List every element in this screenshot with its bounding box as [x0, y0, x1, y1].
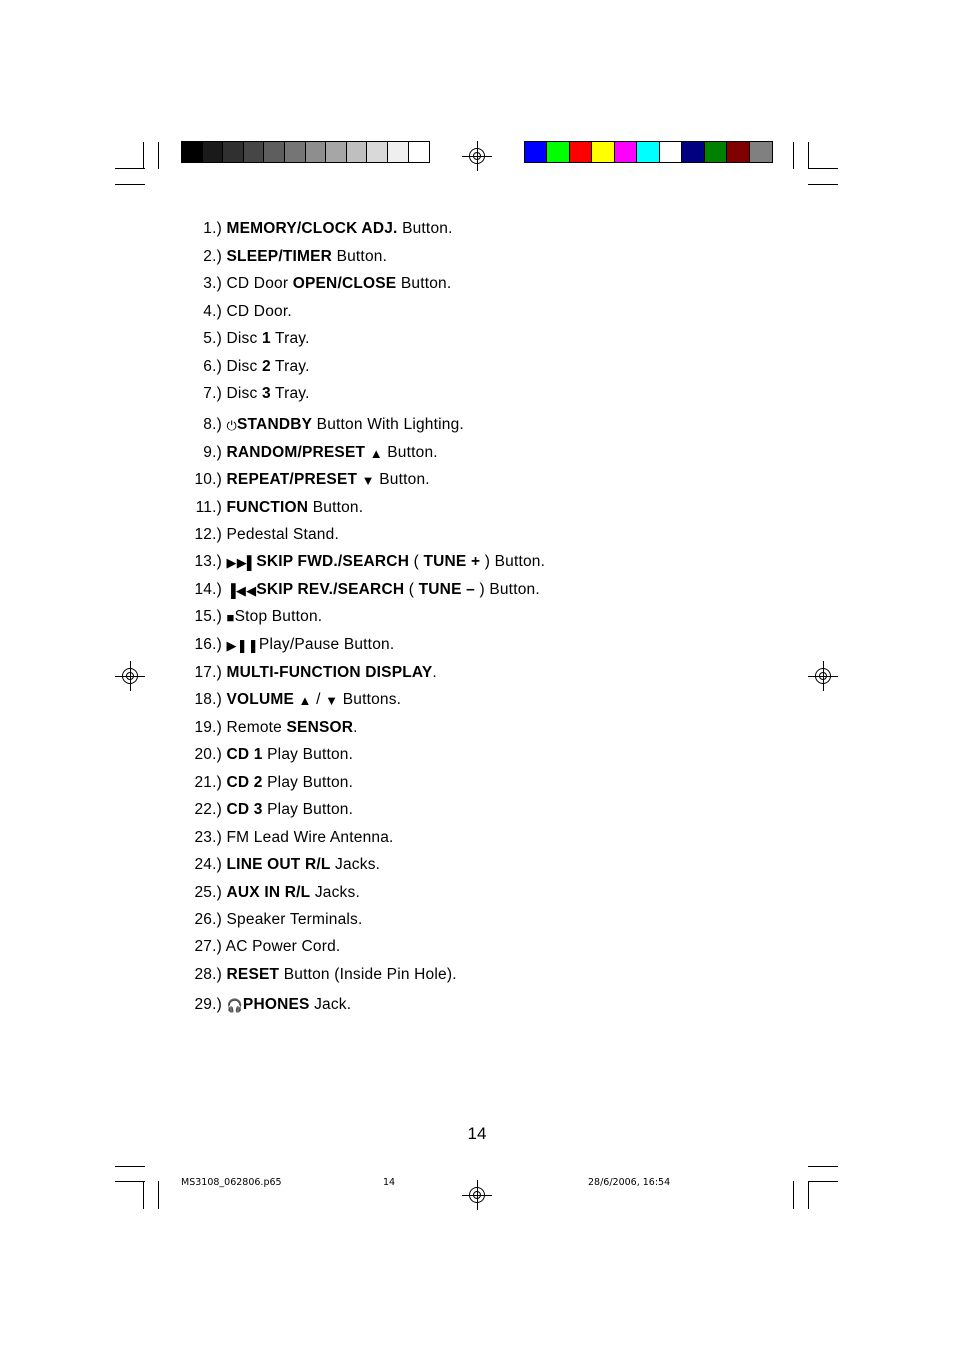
list-item [150, 217, 790, 241]
item-text: ) Button. [474, 581, 540, 598]
item-text: FM Lead Wire Antenna. [226, 829, 394, 846]
item-number: 19.) [194, 719, 222, 736]
item-text: Stop Button. [234, 608, 323, 625]
crop-mark [808, 1181, 809, 1209]
item-text: PHONES [242, 996, 310, 1013]
color-swatch [203, 142, 224, 162]
item-text: AUX IN R/L [226, 884, 311, 901]
list-item [150, 716, 790, 740]
page-number: 14 [467, 1124, 487, 1143]
item-text: Button. [332, 248, 388, 265]
crop-mark [115, 168, 145, 169]
item-number: 20.) [194, 746, 222, 763]
item-text: TUNE + [423, 553, 481, 570]
list-item [150, 468, 790, 492]
list-item [150, 578, 790, 602]
item-number: 12.) [194, 526, 222, 543]
power-icon: ⏻ [226, 418, 237, 433]
item-text: OPEN/CLOSE [292, 275, 397, 292]
item-text: Button. [397, 220, 453, 237]
crop-mark [793, 142, 794, 169]
crop-mark [158, 142, 159, 169]
crop-mark [115, 1181, 145, 1182]
list-item [150, 413, 790, 437]
color-swatch [285, 142, 306, 162]
color-swatch [264, 142, 285, 162]
list-item [150, 853, 790, 877]
item-number: 22.) [194, 801, 222, 818]
color-swatch [592, 142, 614, 162]
color-swatch [388, 142, 409, 162]
list-item [150, 272, 790, 296]
item-text: AC Power Cord. [225, 938, 341, 955]
item-number: 21.) [194, 774, 222, 791]
item-text: CD 3 [226, 801, 263, 818]
crop-mark [808, 142, 809, 169]
crop-mark [808, 184, 838, 185]
color-swatch [682, 142, 704, 162]
item-number: 9.) [203, 444, 222, 461]
item-number: 28.) [194, 966, 222, 983]
item-text: 2 [261, 358, 271, 375]
item-number: 25.) [194, 884, 222, 901]
item-text: . [353, 719, 358, 736]
item-number: 17.) [194, 664, 222, 681]
item-text: RESET [226, 966, 280, 983]
item-text: Remote [226, 719, 287, 736]
list-item [150, 743, 790, 767]
list-item [150, 382, 790, 406]
color-swatch [525, 142, 547, 162]
gray-calibration-bar [181, 141, 430, 163]
list-item [150, 327, 790, 351]
item-text: Buttons. [338, 691, 402, 708]
item-text: ( [409, 553, 424, 570]
item-number: 16.) [194, 636, 222, 653]
color-swatch [660, 142, 682, 162]
item-number: 14.) [194, 581, 222, 598]
headphones-icon: 🎧 [226, 998, 243, 1013]
list-item [150, 245, 790, 269]
item-text: Pedestal Stand. [226, 526, 339, 543]
item-text: STANDBY [237, 416, 313, 433]
list-item [150, 300, 790, 324]
item-text: Play/Pause Button. [258, 636, 395, 653]
down-triangle-icon: ▼ [325, 693, 339, 708]
color-swatch [306, 142, 327, 162]
item-text: MULTI-FUNCTION DISPLAY [226, 664, 433, 681]
color-swatch [547, 142, 569, 162]
list-item [150, 441, 790, 465]
item-number: 18.) [194, 691, 222, 708]
list-item [150, 993, 790, 1017]
item-text: TUNE – [418, 581, 475, 598]
crop-mark [808, 1181, 838, 1182]
item-number: 10.) [194, 471, 222, 488]
item-text: CD 1 [226, 746, 263, 763]
item-text: Jacks. [330, 856, 381, 873]
color-swatch [705, 142, 727, 162]
item-text: Play Button. [262, 774, 354, 791]
item-text: Button. [308, 499, 364, 516]
footer-page: 14 [383, 1177, 396, 1188]
registration-mark-icon [462, 141, 492, 171]
item-text: Jacks. [310, 884, 360, 901]
crop-mark [143, 1181, 144, 1209]
item-text: Button (Inside Pin Hole). [279, 966, 457, 983]
item-text: Play Button. [262, 801, 354, 818]
stop-icon: ■ [226, 610, 235, 625]
item-text: . [432, 664, 437, 681]
list-item [150, 826, 790, 850]
registration-mark-icon [115, 661, 145, 691]
item-text: Button. [382, 444, 438, 461]
item-text: Disc [226, 358, 262, 375]
crop-mark [158, 1181, 159, 1209]
down-triangle-icon: ▼ [361, 473, 375, 488]
item-text: FUNCTION [226, 499, 309, 516]
item-text: Button. [374, 471, 430, 488]
item-number: 29.) [194, 996, 222, 1013]
color-swatch [615, 142, 637, 162]
item-number: 5.) [203, 330, 222, 347]
list-item [150, 661, 790, 685]
list-item [150, 633, 790, 657]
item-text: Jack. [309, 996, 352, 1013]
crop-mark [793, 1181, 794, 1209]
list-item [150, 523, 790, 547]
list-item [150, 881, 790, 905]
item-number: 3.) [203, 275, 222, 292]
list-item [150, 355, 790, 379]
skip-forward-icon: ▶▶▌ [226, 555, 257, 570]
item-text: VOLUME [226, 691, 299, 708]
item-text: MEMORY/CLOCK ADJ. [226, 220, 398, 237]
list-item [150, 550, 790, 574]
list-item [150, 935, 790, 959]
footer-filename: MS3108_062806.p65 [181, 1177, 282, 1188]
item-text: SLEEP/TIMER [226, 248, 333, 265]
item-text: CD Door [226, 275, 293, 292]
item-text: Button. [396, 275, 452, 292]
item-number: 6.) [203, 358, 222, 375]
item-text: 1 [261, 330, 271, 347]
item-text: ) Button. [480, 553, 546, 570]
crop-mark [808, 168, 838, 169]
item-number: 1.) [203, 220, 222, 237]
color-swatch [223, 142, 244, 162]
footer-datetime: 28/6/2006, 16:54 [588, 1177, 671, 1188]
item-text: REPEAT/PRESET [226, 471, 362, 488]
item-text: CD Door. [226, 303, 292, 320]
item-number: 7.) [203, 385, 222, 402]
item-number: 8.) [203, 416, 222, 433]
item-text: Tray. [270, 358, 310, 375]
item-number: 13.) [194, 553, 222, 570]
list-item [150, 605, 790, 629]
color-swatch [750, 142, 772, 162]
crop-mark [808, 1166, 838, 1167]
color-swatch [637, 142, 659, 162]
color-calibration-bar [524, 141, 773, 163]
color-swatch [347, 142, 368, 162]
color-swatch [409, 142, 430, 162]
item-text: ( [404, 581, 419, 598]
up-triangle-icon: ▲ [298, 693, 312, 708]
list-item [150, 496, 790, 520]
color-swatch [244, 142, 265, 162]
skip-back-icon: ▐◀◀ [226, 583, 257, 598]
item-text: / [311, 691, 326, 708]
item-number: 24.) [194, 856, 222, 873]
item-text: SENSOR [286, 719, 354, 736]
item-number: 4.) [203, 303, 222, 320]
item-text: Speaker Terminals. [226, 911, 363, 928]
item-text: Tray. [270, 330, 310, 347]
item-text: CD 2 [226, 774, 263, 791]
list-item [150, 688, 790, 712]
item-number: 23.) [194, 829, 222, 846]
color-swatch [570, 142, 592, 162]
color-swatch [367, 142, 388, 162]
list-item [150, 771, 790, 795]
list-item [150, 908, 790, 932]
item-text: 3 [261, 385, 271, 402]
item-number: 27.) [194, 938, 222, 955]
color-swatch [182, 142, 203, 162]
item-text: Tray. [270, 385, 310, 402]
list-item [150, 963, 790, 987]
up-triangle-icon: ▲ [369, 446, 383, 461]
crop-mark [115, 184, 145, 185]
crop-mark [115, 1166, 145, 1167]
color-swatch [326, 142, 347, 162]
item-text: Disc [226, 385, 262, 402]
item-text: RANDOM/PRESET [226, 444, 370, 461]
item-text: SKIP FWD./SEARCH [256, 553, 410, 570]
color-swatch [727, 142, 749, 162]
registration-mark-icon [808, 661, 838, 691]
item-number: 2.) [203, 248, 222, 265]
item-number: 15.) [194, 608, 222, 625]
item-text: Disc [226, 330, 262, 347]
play-pause-icon: ▶❚❚ [226, 638, 259, 653]
item-text: LINE OUT R/L [226, 856, 331, 873]
item-text: Play Button. [262, 746, 354, 763]
item-number: 26.) [194, 911, 222, 928]
item-text: SKIP REV./SEARCH [256, 581, 405, 598]
crop-mark [143, 142, 144, 169]
item-text: Button With Lighting. [312, 416, 464, 433]
registration-mark-icon [462, 1180, 492, 1210]
list-item [150, 798, 790, 822]
item-number: 11.) [195, 499, 222, 516]
